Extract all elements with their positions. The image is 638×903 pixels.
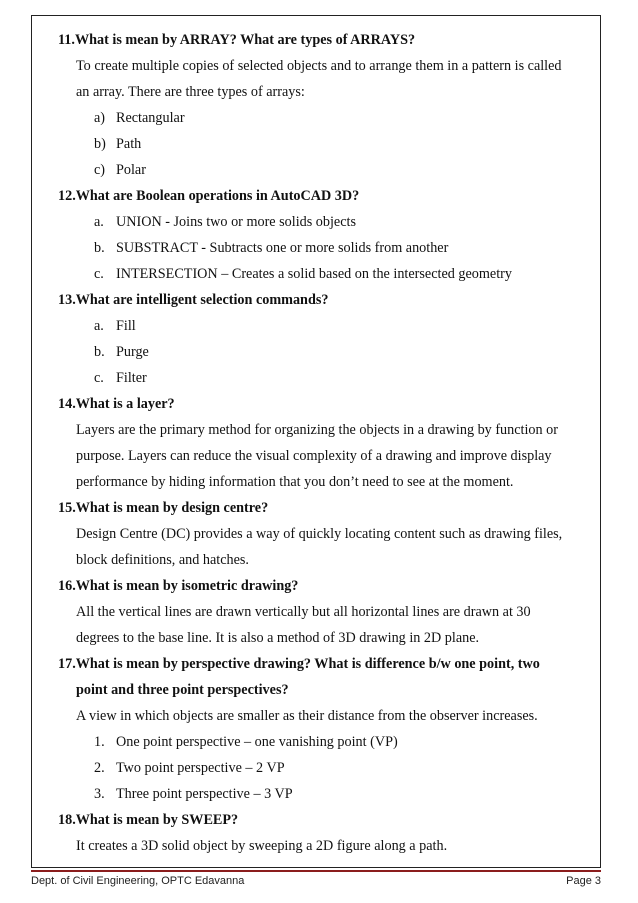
question-block: [58, 495, 598, 573]
answer-line: It creates a 3D solid object by sweeping a 2D figure along a path.: [76, 838, 448, 854]
list-item: b. SUBSTRACT - Subtracts one or more solids from another: [94, 240, 449, 256]
question-title: 16.What is mean by isometric drawing?: [58, 578, 299, 594]
qa-content: [58, 27, 598, 859]
question-block: [58, 391, 598, 495]
answer-line: performance by hiding information that you don’t need to see at the moment.: [76, 474, 514, 490]
question-block: [58, 573, 598, 651]
question-title: 18.What is mean by SWEEP?: [58, 812, 239, 828]
answer-line: purpose. Layers can reduce the visual complexity of a drawing and improve display: [76, 448, 552, 464]
list-item: a. Fill: [94, 318, 136, 334]
question-title: 13.What are intelligent selection commands?: [58, 292, 329, 308]
answer-line: A view in which objects are smaller as their distance from the observer increases.: [76, 708, 538, 724]
list-item: 2. Two point perspective – 2 VP: [94, 760, 285, 776]
answer-line: All the vertical lines are drawn vertically but all horizontal lines are drawn at 30: [76, 604, 531, 620]
page-number: Page 3: [566, 875, 601, 887]
answer-line: Design Centre (DC) provides a way of quickly locating content such as drawing files,: [76, 526, 563, 542]
question-title: 12.What are Boolean operations in AutoCAD 3D?: [58, 188, 360, 204]
footer-divider: [31, 870, 601, 872]
option-list: [58, 209, 598, 287]
question-block: [58, 651, 598, 807]
question-title: 14.What is a layer?: [58, 396, 175, 412]
question-block: [58, 287, 598, 391]
option-list: [58, 313, 598, 391]
question-title: 17.What is mean by perspective drawing? What is difference b/w one point, two point and three point perspectives?: [58, 656, 540, 698]
question-block: [58, 183, 598, 287]
list-item: b) Path: [94, 136, 142, 152]
list-item: c. Filter: [94, 370, 147, 386]
list-item: 1. One point perspective – one vanishing point (VP): [94, 734, 398, 750]
answer-line: Layers are the primary method for organizing the objects in a drawing by function or: [76, 422, 558, 438]
answer-line: block definitions, and hatches.: [76, 552, 249, 568]
list-item: a) Rectangular: [94, 110, 185, 126]
question-title: 15.What is mean by design centre?: [58, 500, 269, 516]
list-item: c. INTERSECTION – Creates a solid based on the intersected geometry: [94, 266, 512, 282]
list-item: c) Polar: [94, 162, 146, 178]
list-item: a. UNION - Joins two or more solids objects: [94, 214, 356, 230]
footer-department: Dept. of Civil Engineering, OPTC Edavanna: [31, 875, 245, 887]
question-block: [58, 807, 598, 859]
answer-line: To create multiple copies of selected objects and to arrange them in a pattern is called: [76, 58, 562, 74]
option-list: [58, 729, 598, 807]
answer-line: an array. There are three types of arrays:: [76, 84, 305, 100]
question-title: 11.What is mean by ARRAY? What are types of ARRAYS?: [58, 32, 416, 48]
answer-line: degrees to the base line. It is also a method of 3D drawing in 2D plane.: [76, 630, 480, 646]
question-block: [58, 27, 598, 183]
option-list: [58, 105, 598, 183]
list-item: b. Purge: [94, 344, 149, 360]
list-item: 3. Three point perspective – 3 VP: [94, 786, 293, 802]
